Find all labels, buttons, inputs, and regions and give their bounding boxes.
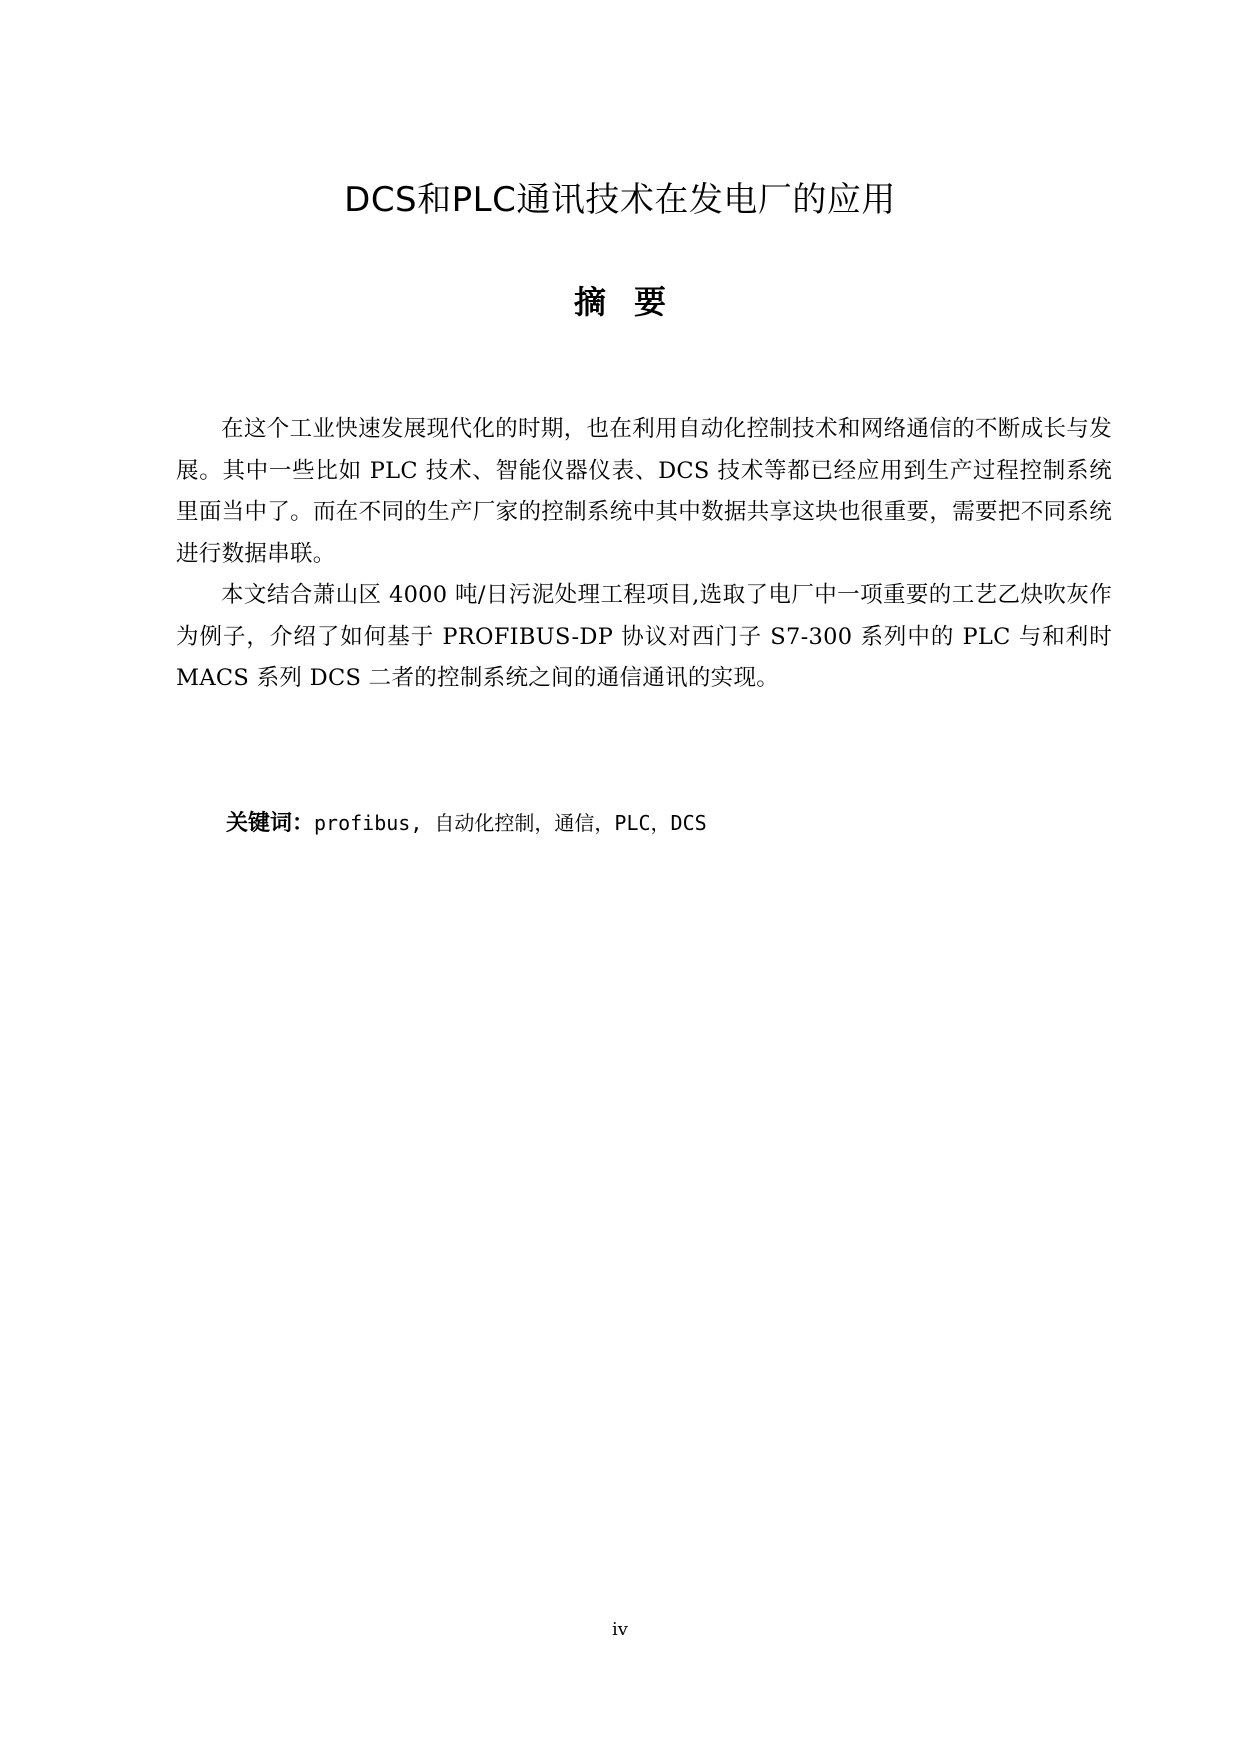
paper-title: DCS和PLC通讯技术在发电厂的应用 <box>344 180 896 220</box>
abstract-paragraph-1: 在这个工业快速发展现代化的时期，也在利用自动化控制技术和网络通信的不断成长与发展。其中一些比如 PLC 技术、智能仪器仪表、DCS 技术等都已经应用到生产过程控制系统里面当中了。而在不同的生产厂家的控制系统中其中数据共享这块也很重要，需要把不同系统进行数据串联。 <box>176 416 1112 567</box>
page-number: iv <box>612 1619 628 1640</box>
abstract-paragraph-2: 本文结合萧山区 4000 吨/日污泥处理工程项目,选取了电厂中一项重要的工艺乙炔吹灰作为例子，介绍了如何基于 PROFIBUS-DP 协议对西门子 S7-300 系列中的 PLC 与和利时 MACS 系列 DCS 二者的控制系统之间的通信通讯的实现。 <box>176 582 1112 691</box>
abstract-body <box>176 409 1112 700</box>
keywords-line <box>226 806 707 841</box>
keywords-text: profibus, 自动化控制，通信，PLC，DCS <box>314 811 707 835</box>
keywords-label: 关键词： <box>226 811 315 836</box>
abstract-heading: 摘要 <box>573 283 694 321</box>
